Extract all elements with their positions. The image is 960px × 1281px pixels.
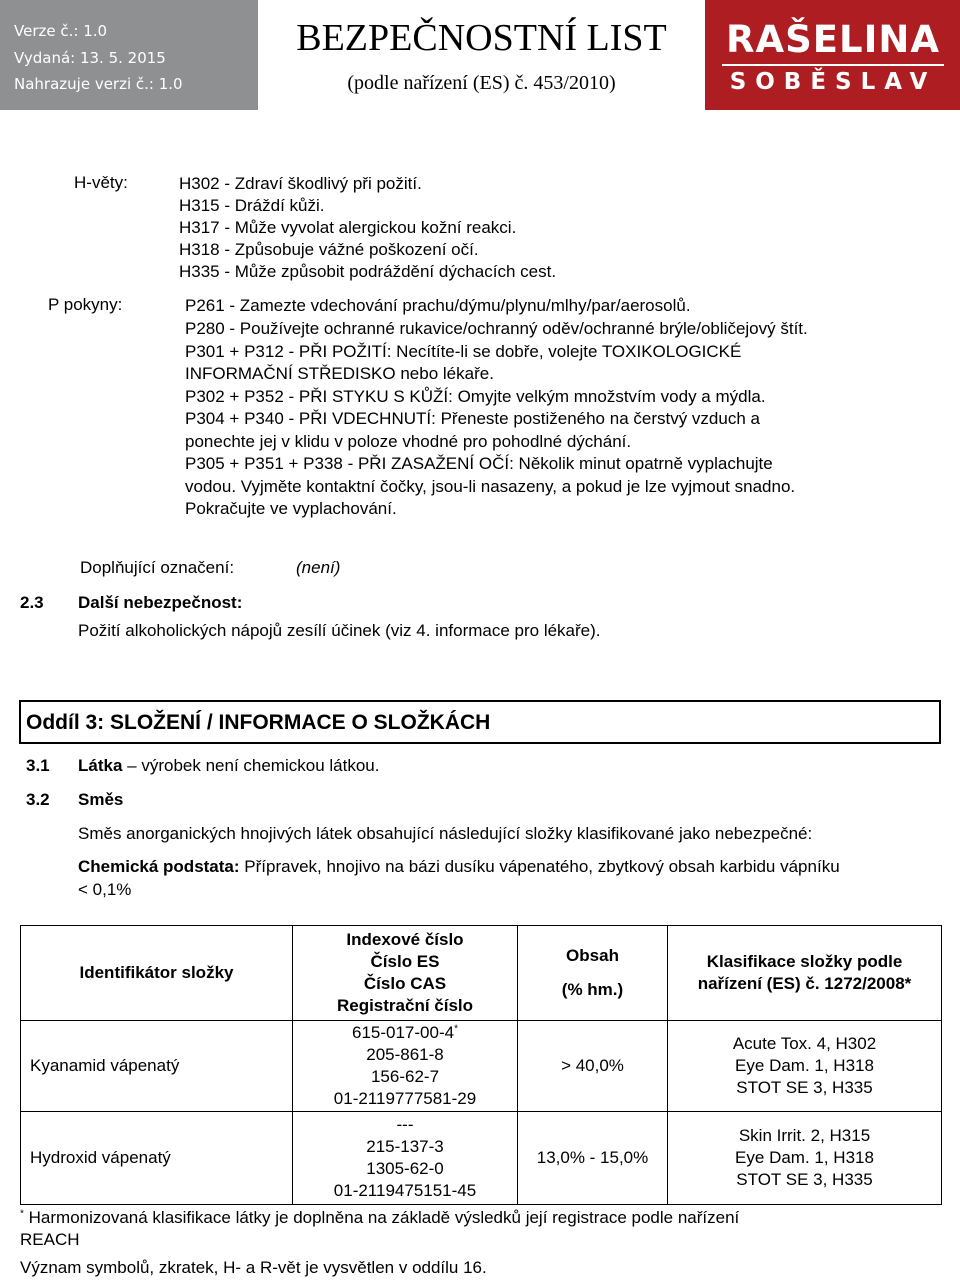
component-numbers [293,1021,518,1112]
header-identifier: Identifikátor složky [21,926,293,1021]
p-statement-line: P301 + P312 - PŘI POŽITÍ: Necítíte-li se dobře, volejte TOXIKOLOGICKÉ [185,342,742,361]
registration-number: 01-2119475151-45 [333,1181,477,1200]
cas-number: 156-62-7 [370,1067,440,1086]
component-numbers [293,1112,518,1205]
header-registration-number: Registrační číslo [336,996,474,1015]
classification-line: Skin Irrit. 2, H315 [738,1126,871,1145]
header-content-label: Obsah [566,946,619,965]
header-es-number: Číslo ES [370,952,440,971]
es-number: 205-861-8 [366,1045,444,1064]
header-numbers [293,926,518,1021]
index-footnote-mark: * [454,1023,458,1035]
header-classification-line: Klasifikace složky podle [706,952,903,971]
classification-line: STOT SE 3, H335 [736,1078,873,1097]
document-subtitle: (podle nařízení (ES) č. 453/2010) [347,72,616,94]
logo-subtext: SOBĚSLAV [729,69,937,95]
section-heading: Další nebezpečnost: [78,593,243,612]
p-statement-line: ponechte jej v klidu v poloze vhodné pro pohodlné dýchání. [185,432,632,451]
section-number: 3.1 [26,756,50,775]
substance-label: Látka [78,756,123,775]
p-statements-label: P pokyny: [48,295,123,314]
p-statement-line: P261 - Zamezte vdechování prachu/dýmu/plynu/mlhy/par/aerosolů. [185,296,691,315]
index-number [293,1022,517,1044]
index-number [293,1114,517,1136]
header-classification-line: nařízení (ES) č. 1272/2008* [697,974,912,993]
substance-line [78,755,379,777]
p-statement-line: Pokračujte ve vyplachování. [185,499,397,518]
p-statement-line: P305 + P351 + P338 - PŘI ZASAŽENÍ OČÍ: Několik minut opatrně vyplachujte [185,454,773,473]
h-statement: H335 - Může způsobit podráždění dýchacích cest. [179,262,557,281]
footnote-mark: * [20,1208,24,1220]
section-3-title: Oddíl 3: SLOŽENÍ / INFORMACE O SLOŽKÁCH [26,711,491,734]
chemical-nature-text-2: < 0,1% [78,880,132,899]
footnote-text-2: REACH [20,1230,80,1249]
h-statement: H317 - Může vyvolat alergickou kožní reakci. [179,218,517,237]
header-content [518,926,668,1021]
footnote-line [20,1207,739,1229]
mixture-text: Směs anorganických hnojivých látek obsahující následující složky klasifikované jako nebezpečné: [78,824,813,843]
table-row [21,1021,942,1112]
supplemental-value: (není) [296,558,341,577]
version-text: Verze č.: 1.0 [14,22,108,40]
symbols-note: Význam symbolů, zkratek, H- a R-vět je vysvětlen v oddílu 16. [20,1258,487,1277]
p-statement-line: vodou. Vyjměte kontaktní čočky, jsou-li nasazeny, a pokud je lze vyjmout snadno. [185,477,796,496]
component-classification [668,1112,942,1205]
table-row [21,1112,942,1205]
index-number-value: --- [396,1115,414,1134]
component-classification [668,1021,942,1112]
substance-text: – výrobek není chemickou látkou. [127,756,380,775]
component-name: Hydroxid vápenatý [21,1112,293,1205]
p-statement-line: INFORMAČNÍ STŘEDISKO nebo lékaře. [185,364,494,383]
header-cas-number: Číslo CAS [363,974,447,993]
cas-number: 1305-62-0 [366,1159,444,1178]
logo-divider [722,64,944,66]
footnote-text: Harmonizovaná klasifikace látky je doplněna na základě výsledků její registrace podle nařízení [28,1208,740,1227]
chemical-nature-label: Chemická podstata: [78,857,240,876]
document-header [0,0,960,110]
mixture-label: Směs [78,790,124,809]
section-number: 2.3 [20,593,44,612]
header-content-unit: (% hm.) [561,980,624,999]
component-content: > 40,0% [518,1021,668,1112]
supplemental-label: Doplňující označení: [80,558,235,577]
h-statement: H318 - Způsobuje vážné poškození očí. [179,240,479,259]
p-statement-line: P302 + P352 - PŘI STYKU S KŮŽÍ: Omyjte velkým množstvím vody a mýdla. [185,387,766,406]
logo-text: RAŠELINA [726,18,940,61]
component-content: 13,0% - 15,0% [518,1112,668,1205]
classification-line: Acute Tox. 4, H302 [732,1034,877,1053]
es-number: 215-137-3 [366,1137,444,1156]
component-name: Kyanamid vápenatý [21,1021,293,1112]
classification-line: Eye Dam. 1, H318 [735,1056,874,1075]
hazard-text: Požití alkoholických nápojů zesílí účinek (viz 4. informace pro lékaře). [78,621,601,640]
section-number: 3.2 [26,790,50,809]
chemical-nature-line [78,856,840,878]
registration-number: 01-2119777581-29 [333,1089,477,1108]
p-statement-line: P304 + P340 - PŘI VDECHNUTÍ: Přeneste postiženého na čerstvý vzduch a [185,409,760,428]
h-statement: H315 - Dráždí kůži. [179,196,325,215]
index-number-value: 615-017-00-4 [352,1023,455,1042]
classification-line: STOT SE 3, H335 [736,1170,873,1189]
issued-date: Vydaná: 13. 5. 2015 [14,49,166,67]
classification-line: Eye Dam. 1, H318 [735,1148,874,1167]
chemical-nature-text: Přípravek, hnojivo na bázi dusíku vápenatého, zbytkový obsah karbidu vápníku [244,857,840,876]
replaces-version: Nahrazuje verzi č.: 1.0 [14,75,183,93]
h-statements-label: H-věty: [74,173,128,192]
h-statement: H302 - Zdraví škodlivý při požití. [179,174,422,193]
document-title: BEZPEČNOSTNÍ LIST [296,17,667,59]
header-classification [668,926,942,1021]
p-statement-line: P280 - Používejte ochranné rukavice/ochranný oděv/ochranné brýle/obličejový štít. [185,319,808,338]
composition-table [20,925,942,1205]
header-index-number: Indexové číslo [346,930,464,949]
table-header-row [21,926,942,1021]
